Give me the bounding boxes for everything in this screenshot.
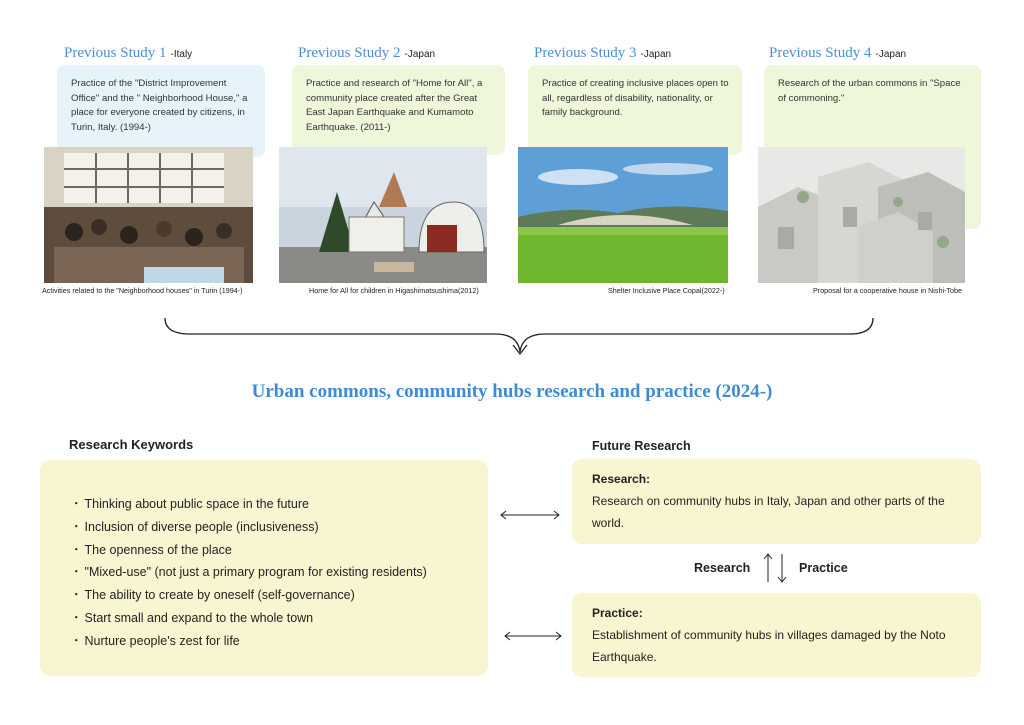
practice-label: Practice: [592,606,643,620]
keywords-list [70,493,488,653]
keywords-box [40,460,488,676]
main-title: Urban commons, community hubs research and practice (2024-) [251,381,773,402]
study-4-country: -Japan [875,49,907,60]
study-1-title-text: Previous Study 1 [64,45,167,61]
research-label: Research: [592,472,651,486]
double-arrow-practice [503,629,563,643]
research-text: Research on community hubs in Italy, Japan and other parts of the world. [592,494,945,530]
study-1-title [64,45,192,62]
study-4-caption: Proposal for a cooperative house in Nishi-Tobe [813,286,963,295]
study-2-title [298,45,435,62]
merge-brace [150,312,890,362]
study-3-title [534,45,671,62]
arrow-label-practice: Practice [799,561,848,575]
study-1-description: Practice of the "District Improvement Office" and the " Neighborhood House," a place for everyone created by citizens, in Turin, Italy. (1994-) [57,65,265,157]
photo-neighborhood-house [44,147,253,283]
arrow-label-research: Research [694,561,751,575]
keywords-heading: Research Keywords [69,437,194,452]
study-3-caption: Shelter Inclusive Place Copal(2022-) [608,286,725,295]
keyword-item: ・ Nurture people's zest for life [70,630,488,653]
keyword-item: ・ Inclusion of diverse people (inclusiveness) [70,516,488,539]
keyword-item: ・ Start small and expand to the whole town [70,607,488,630]
study-1-caption: Activities related to the "Neighborhood houses" in Turin (1994-) [42,286,243,295]
future-heading: Future Research [592,439,691,453]
cycle-arrows [760,551,790,585]
study-2-caption: Home for All for children in Higashimatsushima(2012) [309,286,479,295]
double-arrow-research [499,508,561,522]
research-box [572,459,981,544]
study-2-title-text: Previous Study 2 [298,45,401,61]
study-2-description: Practice and research of "Home for All", a community place created after the Great East Japan Earthquake and Kumamoto Earthquake. (2011-) [292,65,505,155]
study-3-title-text: Previous Study 3 [534,45,637,61]
study-4-title [769,45,906,62]
study-2-country: -Japan [404,49,436,60]
keyword-item: ・ The openness of the place [70,539,488,562]
study-3-country: -Japan [640,49,672,60]
keyword-item: ・ "Mixed-use" (not just a primary program for existing residents) [70,561,488,584]
keyword-item: ・ Thinking about public space in the future [70,493,488,516]
study-3-description: Practice of creating inclusive places open to all, regardless of disability, nationality, or family background. [528,65,742,155]
photo-home-for-all [279,147,487,283]
study-1-country: -Italy [170,49,193,60]
study-4-title-text: Previous Study 4 [769,45,872,61]
photo-nishi-tobe-model [758,147,965,283]
practice-text: Establishment of community hubs in villages damaged by the Noto Earthquake. [592,628,946,664]
keyword-item: ・ The ability to create by oneself (self-governance) [70,584,488,607]
study-4-description: Research of the urban commons in "Space of commoning." [764,65,981,229]
photo-copal [518,147,728,283]
practice-box [572,593,981,677]
